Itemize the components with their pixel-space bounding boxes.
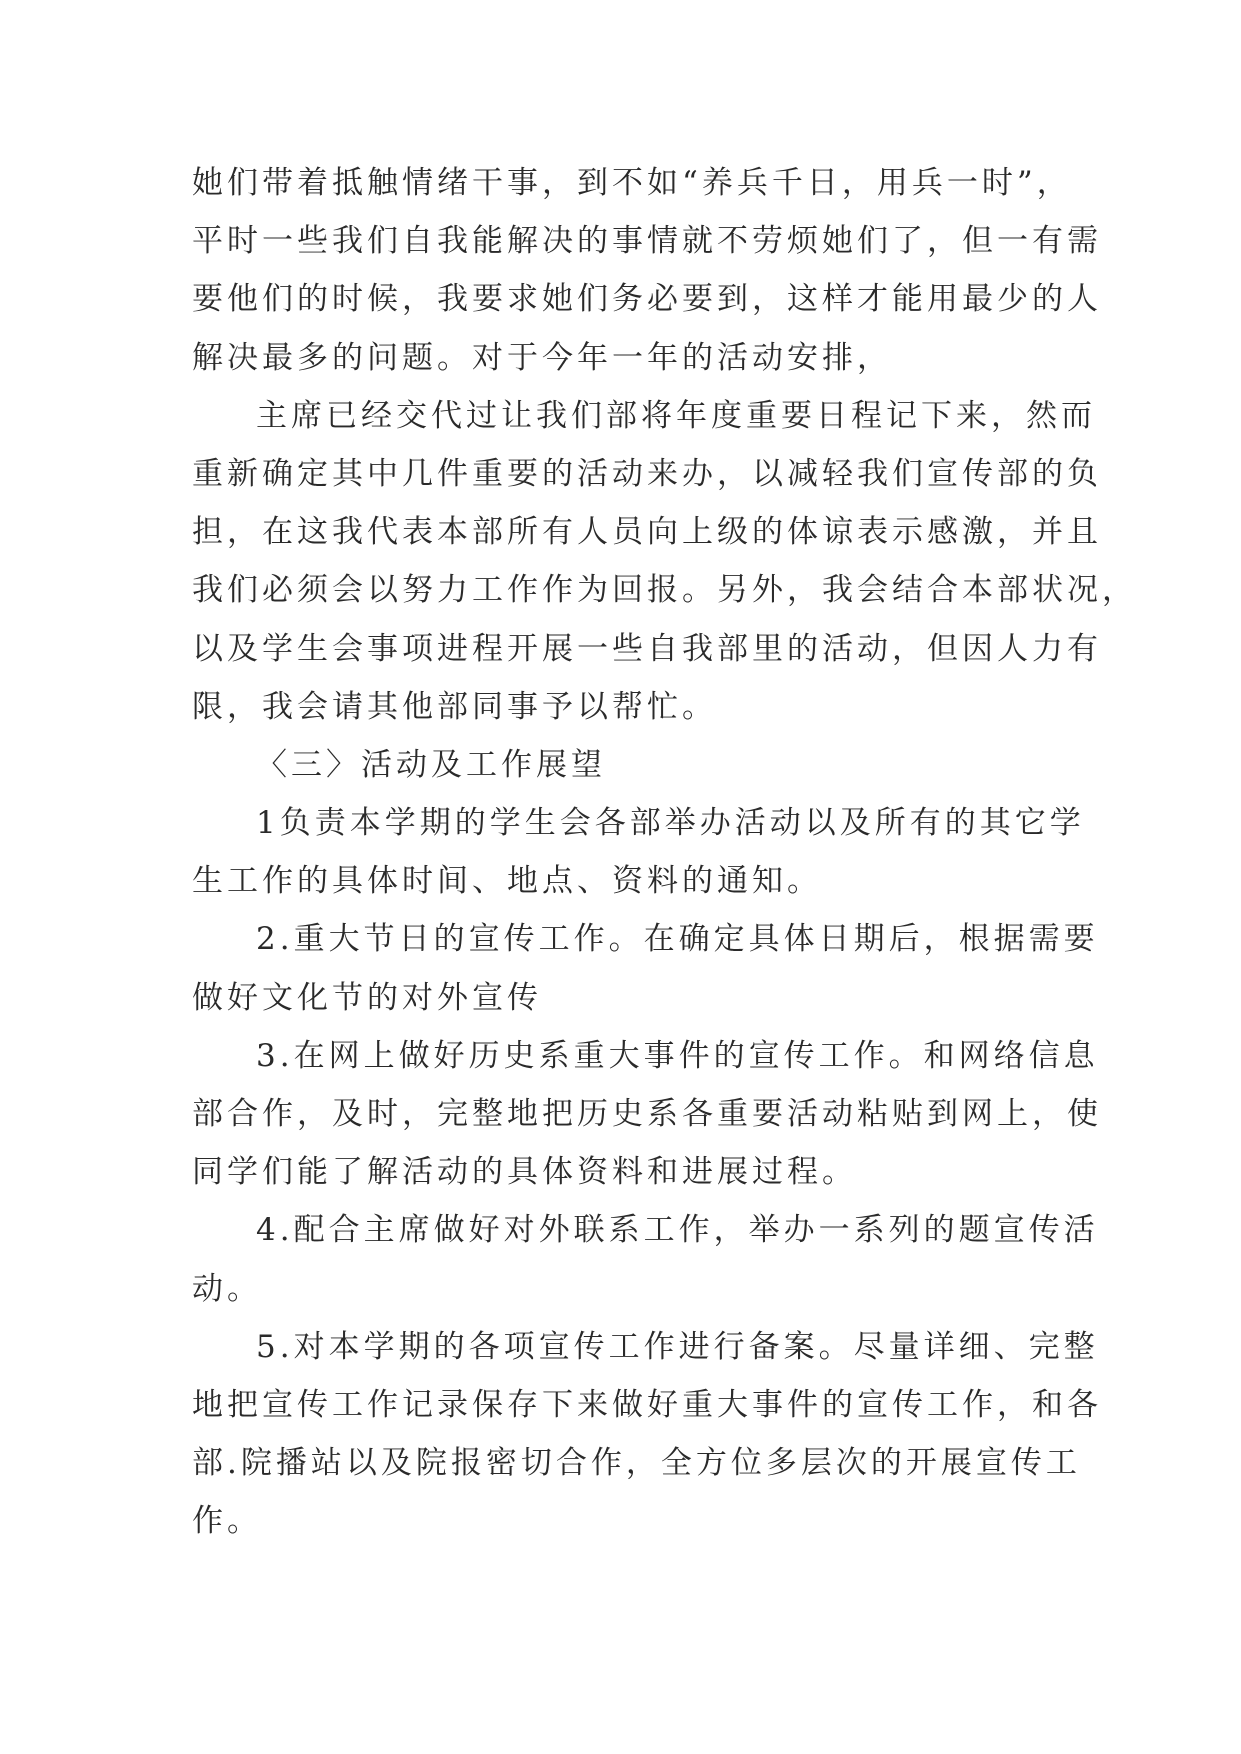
text-line: 我们必须会以努力工作作为回报。另外，我会结合本部状况， xyxy=(192,572,1137,609)
text-line: 部合作，及时，完整地把历史系各重要活动粘贴到网上，使 xyxy=(192,1096,1102,1132)
text-line: 她们带着抵触情绪干事，到不如“养兵千日，用兵一时”， xyxy=(192,165,1072,201)
text-line: 部.院播站以及院报密切合作，全方位多层次的开展宣传工 xyxy=(192,1445,1081,1482)
list-item-3-line: 3.在网上做好历史系重大事件的宣传工作。和网络信息 xyxy=(256,1037,1099,1074)
text-line: 解决最多的问题。对于今年一年的活动安排， xyxy=(192,339,892,376)
section-heading: 〈三〉活动及工作展望 xyxy=(256,746,606,783)
text-line: 动。 xyxy=(192,1270,262,1307)
paragraph-start-line: 主席已经交代过让我们部将年度重要日程记下来，然而 xyxy=(256,397,1096,434)
list-item-5-line: 5.对本学期的各项宣传工作进行备案。尽量详细、完整 xyxy=(256,1328,1099,1365)
text-line: 以及学生会事项进程开展一些自我部里的活动，但因人力有 xyxy=(192,630,1102,667)
list-item-2-line: 2.重大节日的宣传工作。在确定具体日期后，根据需要 xyxy=(256,921,1099,958)
text-line: 要他们的时候，我要求她们务必要到，这样才能用最少的人 xyxy=(192,281,1102,318)
list-item-4-line: 4.配合主席做好对外联系工作，举办一系列的题宣传活 xyxy=(256,1212,1099,1249)
text-line: 作。 xyxy=(192,1503,262,1540)
text-line: 做好文化节的对外宣传 xyxy=(192,979,542,1016)
text-line: 重新确定其中几件重要的活动来办，以减轻我们宣传部的负 xyxy=(192,455,1102,492)
text-line: 同学们能了解活动的具体资料和进展过程。 xyxy=(192,1154,857,1191)
list-item-1-line: 1负责本学期的学生会各部举办活动以及所有的其它学 xyxy=(256,805,1085,842)
text-line: 地把宣传工作记录保存下来做好重大事件的宣传工作，和各 xyxy=(192,1386,1102,1423)
text-line: 生工作的具体时间、地点、资料的通知。 xyxy=(192,863,822,900)
text-line: 限，我会请其他部同事予以帮忙。 xyxy=(192,688,717,725)
body-text xyxy=(192,154,1137,1551)
text-line: 平时一些我们自我能解决的事情就不劳烦她们了，但一有需 xyxy=(192,223,1102,260)
text-line: 担，在这我代表本部所有人员向上级的体谅表示感激，并且 xyxy=(192,514,1102,551)
